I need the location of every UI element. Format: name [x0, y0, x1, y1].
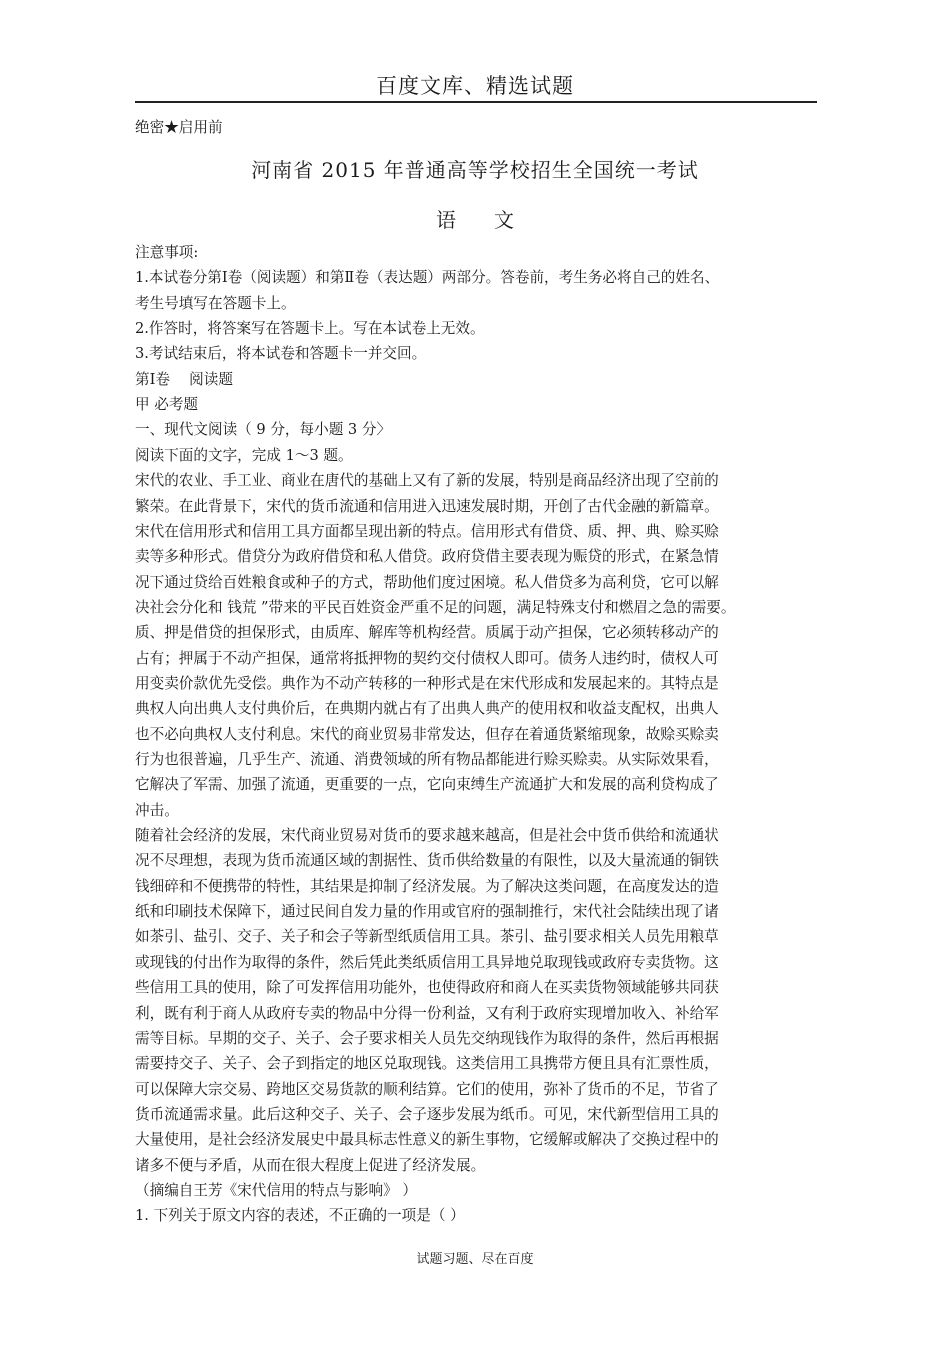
text-line: 繁荣。在此背景下，宋代的货币流通和信用进入迅速发展时期，开创了古代金融的新篇章。 — [135, 497, 719, 515]
exam-title: 河南省 2015 年普通高等学校招生全国统一考试 — [251, 158, 699, 182]
text-line: 需等目标。早期的交子、关子、会子要求相关人员先交纳现钱作为取得的条件，然后再根据 — [135, 1029, 719, 1047]
footer-text: 试题习题、尽在百度 — [416, 1252, 534, 1267]
text-line: 阅读下面的文字，完成 1～3 题。 — [135, 446, 353, 464]
text-line: 可以保障大宗交易、跨地区交易货款的顺利结算。它们的使用，弥补了货币的不足，节省了 — [135, 1080, 719, 1098]
text-line: 一、现代文阅读（ 9 分，每小题 3 分〉 — [135, 421, 392, 439]
text-line: 用变卖价款优先受偿。典作为不动产转移的一种形式是在宋代形成和发展起来的。其特点是 — [135, 674, 719, 692]
confidential-label: 绝密★启用前 — [135, 119, 223, 136]
text-line: 注意事项: — [135, 244, 199, 261]
text-line: 也不必向典权人支付利息。宋代的商业贸易非常发达，但存在着通货紧缩现象，故赊买赊卖 — [135, 725, 719, 743]
text-line: 质、押是借贷的担保形式，由质库、解库等机构经营。质属于动产担保，它必须转移动产的 — [135, 624, 719, 642]
text-line: 况下通过贷给百姓粮食或种子的方式，帮助他们度过困境。私人借贷多为高利贷，它可以解 — [135, 573, 719, 591]
text-line: 况不尽理想，表现为货币流通区域的割据性、货币供给数量的有限性，以及大量流通的铜铁 — [135, 852, 719, 870]
text-line: 货币流通需求量。此后这种交子、关子、会子逐步发展为纸币。可见，宋代新型信用工具的 — [135, 1105, 719, 1123]
text-line: 如茶引、盐引、交子、关子和会子等新型纸质信用工具。茶引、盐引要求相关人员先用粮草 — [135, 928, 719, 946]
text-line: 冲击。 — [135, 801, 179, 819]
text-line: 需要持交子、关子、会子到指定的地区兑取现钱。这类信用工具携带方便且具有汇票性质， — [135, 1055, 719, 1073]
header-title: 百度文库、精选试题 — [376, 74, 574, 98]
text-line: 宋代的农业、手工业、商业在唐代的基础上又有了新的发展，特别是商品经济出现了空前的 — [135, 472, 719, 490]
text-line: 1. 下列关于原文内容的表述，不正确的一项是（ ） — [135, 1207, 465, 1225]
text-line: 些信用工具的使用，除了可发挥信用功能外，也使得政府和商人在买卖货物领域能够共同获 — [135, 979, 719, 997]
text-line: 或现钱的付出作为取得的条件，然后凭此类纸质信用工具异地兑取现钱或政府专卖货物。这 — [135, 953, 719, 971]
text-line: 考生号填写在答题卡上。 — [135, 294, 296, 312]
header-divider — [135, 101, 817, 103]
text-line: 诸多不便与矛盾，从而在很大程度上促进了经济发展。 — [135, 1156, 486, 1174]
text-line: 2.作答时，将答案写在答题卡上。写在本试卷上无效。 — [135, 320, 485, 338]
text-line: 典权人向出典人支付典价后，在典期内就占有了出典人典产的使用权和收益支配权，出典人 — [135, 700, 719, 718]
text-line: 随着社会经济的发展，宋代商业贸易对货币的要求越来越高，但是社会中货币供给和流通状 — [135, 827, 719, 845]
text-line: 利，既有利于商人从政府专卖的物品中分得一份利益，又有利于政府实现增加收入、补给军 — [135, 1004, 719, 1022]
text-line: 3.考试结束后，将本试卷和答题卡一并交回。 — [135, 345, 427, 363]
subject-title: 语文 — [436, 208, 552, 232]
text-line: 行为也很普遍，几乎生产、流通、消费领域的所有物品都能进行赊买赊卖。从实际效果看， — [135, 751, 719, 768]
text-line: 甲 必考题 — [135, 396, 199, 414]
text-line: 纸和印刷技术保障下，通过民间自发力量的作用或官府的强制推行，宋代社会陆续出现了诸 — [135, 903, 719, 921]
text-line: 第Ⅰ卷 阅读题 — [135, 370, 233, 388]
text-line: 宋代在信用形式和信用工具方面都呈现出新的特点。信用形式有借贷、质、押、典、赊买赊 — [135, 522, 719, 540]
text-line: 1.本试卷分第Ⅰ卷（阅读题）和第Ⅱ卷（表达题）两部分。答卷前，考生务必将自己的姓名、 — [135, 269, 720, 287]
text-line: 占有；押属于不动产担保，通常将抵押物的契约交付债权人即可。债务人违约时，债权人可 — [135, 649, 719, 667]
text-line: （摘编自王芳《宋代信用的特点与影响》 ） — [135, 1181, 417, 1199]
text-line: 卖等多种形式。借贷分为政府借贷和私人借贷。政府贷借主要表现为赈贷的形式，在紧急情 — [135, 548, 719, 566]
text-line: 大量使用，是社会经济发展史中最具标志性意义的新生事物，它缓解或解决了交换过程中的 — [135, 1131, 719, 1149]
text-line: 决社会分化和 钱荒 ”带来的平民百姓资金严重不足的问题，满足特殊支付和燃眉之急的需要。 — [135, 598, 736, 616]
text-line: 钱细碎和不便携带的特性，其结果是抑制了经济发展。为了解决这类问题，在高度发达的造 — [135, 877, 719, 895]
text-line: 它解决了军需、加强了流通，更重要的一点，它向束缚生产流通扩大和发展的高利贷构成了 — [135, 776, 719, 794]
